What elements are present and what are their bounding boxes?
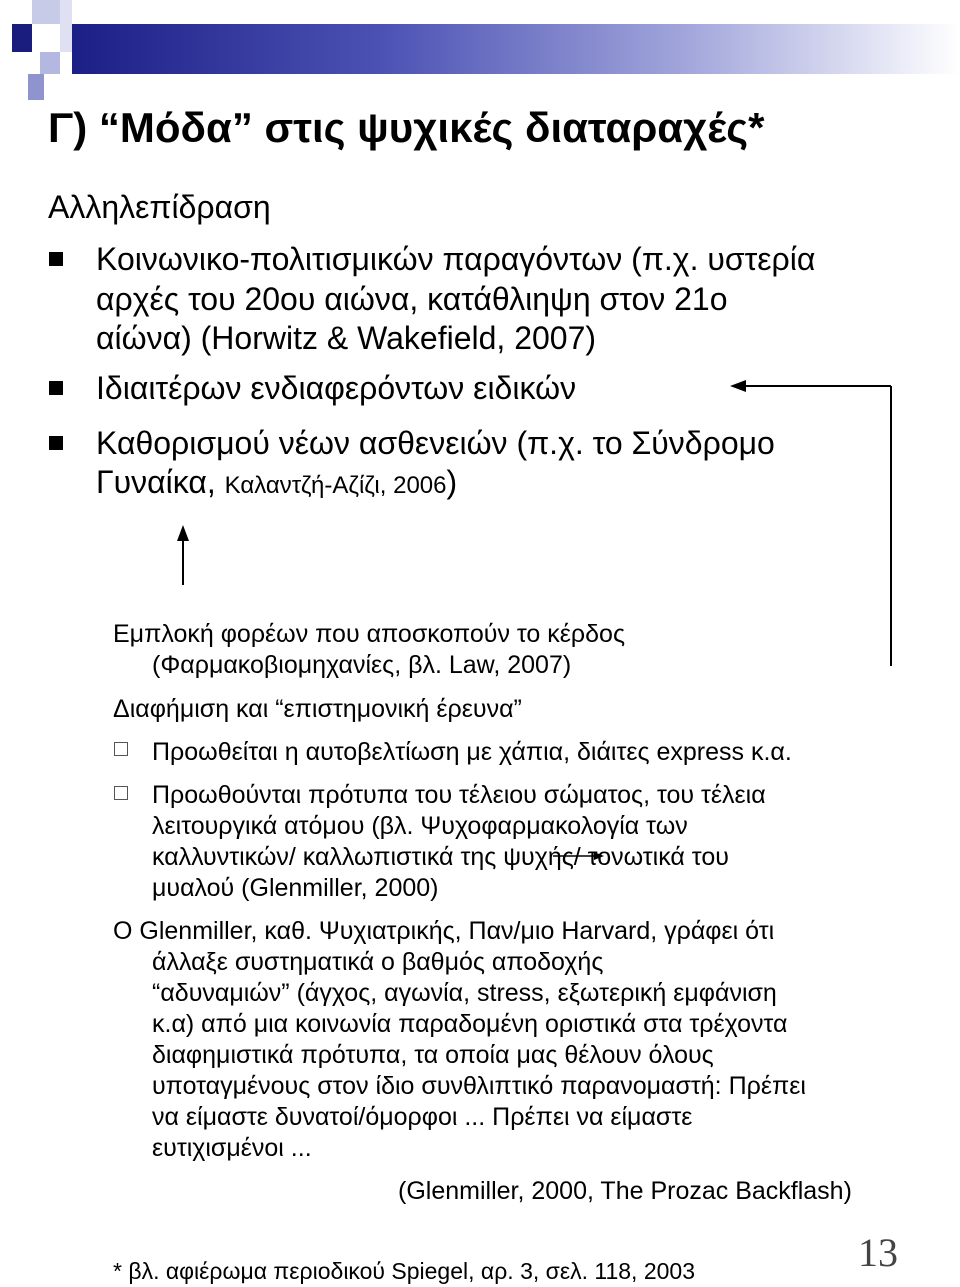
sub-bullet-2-line-1: Προωθούνται πρότυπα του τέλειου σώματος, του τέλεια	[152, 781, 766, 809]
glenmiller-line-1: Ο Glenmiller, καθ. Ψυχιατρικής, Παν/μιο Harvard, γράφει ότι	[113, 917, 775, 945]
subtitle: Αλληλεπίδραση	[48, 189, 271, 225]
page-number: 13	[858, 1230, 898, 1275]
glenmiller-line-5: διαφημιστικά πρότυπα, τα οποία μας θέλουν όλους	[152, 1041, 714, 1069]
bullet-3-line-2-main: Γυναίκα,	[96, 464, 225, 500]
sub-bullet-1-line-1: Προωθείται η αυτοβελτίωση με χάπια, διάιτες express κ.α.	[152, 738, 792, 766]
hollow-square-bullet-icon	[114, 786, 128, 800]
bullet-2-line-1: Ιδιαιτέρων ενδιαφερόντων ειδικών	[96, 370, 577, 406]
citation: (Glenmiller, 2000, The Prozac Backflash)	[398, 1177, 852, 1205]
bullet-3-line-1: Καθορισμού νέων ασθενειών (π.χ. το Σύνδρομο	[96, 425, 775, 461]
bullet-1-line-1: Κοινωνικο-πολιτισμικών παραγόντων (π.χ. υστερία	[96, 241, 816, 277]
advertising-heading: Διαφήμιση και “επιστημονική έρευνα”	[113, 695, 522, 723]
slide-title: Γ) “Μόδα” στις ψυχικές διαταραχές*	[48, 104, 765, 151]
glenmiller-line-7: να είμαστε δυνατοί/όμορφοι ... Πρέπει να είμαστε	[152, 1103, 693, 1131]
sub-bullet-2-line-4: μυαλού (Glenmiller, 2000)	[152, 874, 439, 902]
glenmiller-line-3: “αδυναμιών” (άγχος, αγωνία, stress, εξωτερική εμφάνιση	[152, 979, 777, 1007]
involvement-line-2: (Φαρμακοβιομηχανίες, βλ. Law, 2007)	[152, 651, 572, 679]
up-arrow-icon	[177, 525, 189, 585]
glenmiller-line-2: άλλαξε συστηματικά ο βαθμός αποδοχής	[152, 948, 604, 976]
sub-bullet-2-line-2: λειτουργικά ατόμου (βλ. Ψυχοφαρμακολογία των	[152, 812, 688, 840]
footnote: * βλ. αφιέρωμα περιοδικού Spiegel, αρ. 3, σελ. 118, 2003	[113, 1258, 695, 1284]
bullet-1-line-2: αρχές του 20ου αιώνα, κατάθλιηψη στον 21ο	[96, 281, 728, 317]
bullet-1-line-3: αίώνα) (Horwitz & Wakefield, 2007)	[96, 320, 597, 356]
involvement-line-1: Εμπλοκή φορέων που αποσκοπούν το κέρδος	[113, 620, 626, 648]
sub-bullet-2-line-3: καλλυντικών/ καλλωπιστικά της ψυχής/ τονωτικά του	[152, 843, 729, 871]
glenmiller-line-8: ευτιχισμένοι ...	[152, 1134, 312, 1162]
bullet-3-line-2-end: )	[446, 464, 458, 500]
elbow-left-arrow-icon	[730, 380, 891, 666]
glenmiller-line-6: υποταγμένους στον ίδιο συνθλιπτικό παρανομαστή: Πρέπει	[152, 1072, 806, 1100]
glenmiller-line-4: κ.α) από μια κοινωνία παραδομένη οριστικά στα τρέχοντα	[152, 1010, 788, 1038]
hollow-square-bullet-icon	[114, 742, 128, 756]
bullet-3-line-2-citation: Καλαντζή-Αζίζι, 2006	[224, 472, 447, 499]
